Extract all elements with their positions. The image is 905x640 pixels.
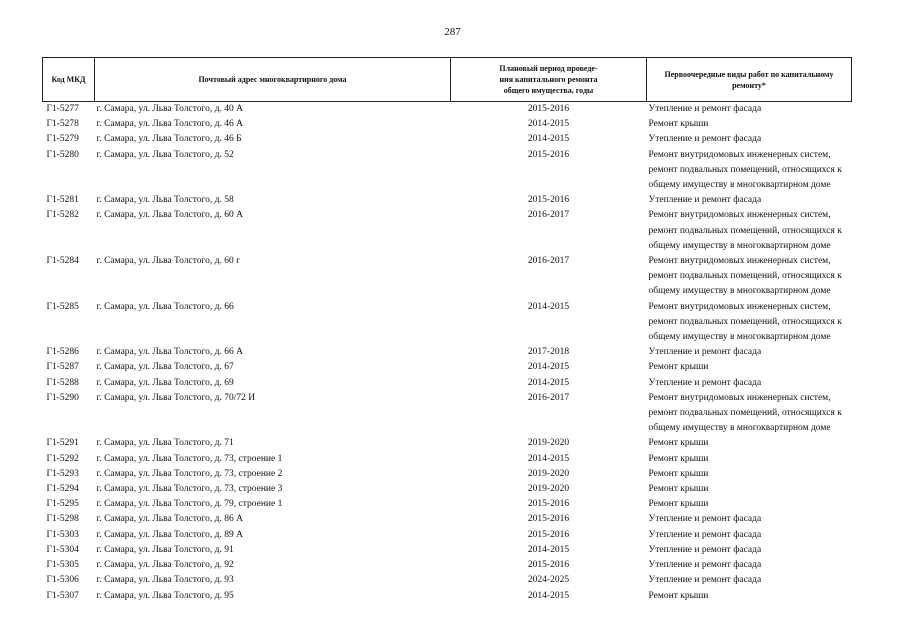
repair-period-cell: 2015-2016 — [527, 499, 570, 510]
address-cell: г. Самара, ул. Льва Толстого, д. 46 А — [96, 119, 243, 130]
repair-period-cell: 2014-2015 — [527, 590, 570, 601]
house-code-cell: Г1-5303 — [46, 529, 79, 540]
works-line: Утепление и ремонт фасада — [648, 514, 762, 525]
address-cell: г. Самара, ул. Льва Толстого, д. 73, строение 1 — [96, 453, 283, 464]
house-code-cell: Г1-5284 — [46, 256, 79, 267]
page-number: 287 — [444, 26, 461, 38]
repair-period-cell: 2015-2016 — [527, 195, 570, 206]
house-code-cell: Г1-5293 — [46, 468, 79, 479]
address-cell: г. Самара, ул. Льва Толстого, д. 73, строение 2 — [96, 468, 283, 479]
header-period-line: общего имущества, годы — [503, 86, 594, 95]
table-row — [43, 102, 852, 118]
address-cell: г. Самара, ул. Льва Толстого, д. 60 А — [96, 210, 243, 221]
table-row — [43, 193, 852, 208]
repair-period-cell: 2015-2016 — [527, 560, 570, 571]
works-cell — [647, 512, 852, 527]
house-code-cell: Г1-5291 — [46, 438, 79, 449]
address-cell: г. Самара, ул. Льва Толстого, д. 86 А — [96, 514, 243, 525]
works-line: Ремонт крыши — [648, 499, 709, 510]
house-code-cell: Г1-5279 — [46, 134, 79, 145]
repair-period-cell: 2014-2015 — [527, 377, 570, 388]
house-code-cell: Г1-5286 — [46, 347, 79, 358]
works-line: общему имуществу в многоквартирном доме — [648, 286, 831, 297]
works-line: Ремонт внутридомовых инженерных систем, — [648, 301, 831, 312]
address-cell: г. Самара, ул. Льва Толстого, д. 71 — [96, 438, 234, 449]
works-line: Ремонт внутридомовых инженерных систем, — [648, 392, 831, 403]
address-cell: г. Самара, ул. Льва Толстого, д. 46 Б — [96, 134, 242, 145]
works-line: Ремонт крыши — [648, 453, 709, 464]
repair-period-cell: 2016-2017 — [527, 256, 570, 267]
table-row — [43, 467, 852, 482]
works-cell — [647, 558, 852, 573]
works-line: общему имуществу в многоквартирном доме — [648, 240, 831, 251]
works-cell — [647, 391, 852, 437]
address-cell: г. Самара, ул. Льва Толстого, д. 60 г — [96, 256, 241, 267]
works-cell — [647, 573, 852, 588]
table-header — [43, 58, 852, 102]
table-row — [43, 360, 852, 375]
house-code-cell: Г1-5306 — [46, 575, 79, 586]
works-cell — [647, 345, 852, 360]
table-row — [43, 254, 852, 300]
repair-period-cell: 2014-2015 — [527, 453, 570, 464]
table-row — [43, 573, 852, 588]
works-line: Ремонт крыши — [648, 362, 709, 373]
works-cell — [647, 254, 852, 300]
house-code-cell: Г1-5285 — [46, 301, 79, 312]
house-code-cell: Г1-5288 — [46, 377, 79, 388]
works-cell — [647, 452, 852, 467]
house-code-cell: Г1-5290 — [46, 392, 79, 403]
works-cell — [647, 132, 852, 147]
header-works-line: Первоочередные виды работ по капитальному — [664, 69, 834, 79]
table-row — [43, 345, 852, 360]
address-cell: г. Самара, ул. Льва Толстого, д. 95 — [96, 590, 234, 601]
works-cell — [647, 102, 852, 118]
works-line: Ремонт внутридомовых инженерных систем, — [648, 149, 831, 160]
house-code-cell: Г1-5281 — [46, 195, 79, 206]
table-row — [43, 482, 852, 497]
works-line: Утепление и ремонт фасада — [648, 377, 762, 388]
works-line: Утепление и ремонт фасада — [648, 544, 762, 555]
address-cell: г. Самара, ул. Льва Толстого, д. 92 — [96, 560, 234, 571]
works-line: ремонт подвальных помещений, относящихся к — [648, 316, 842, 327]
repair-period-cell: 2016-2017 — [527, 392, 570, 403]
works-line: Ремонт крыши — [648, 438, 709, 449]
table-body — [43, 102, 852, 604]
table-row — [43, 300, 852, 346]
works-cell — [647, 148, 852, 194]
repair-period-cell: 2015-2016 — [527, 149, 570, 160]
works-cell — [647, 482, 852, 497]
works-line: Утепление и ремонт фасада — [648, 560, 762, 571]
works-cell — [647, 528, 852, 543]
repair-period-cell: 2015-2016 — [527, 104, 570, 114]
works-cell — [647, 543, 852, 558]
table-row — [43, 436, 852, 451]
table-row — [43, 452, 852, 467]
house-code-cell: Г1-5298 — [46, 514, 79, 525]
table-row — [43, 558, 852, 573]
works-line: Ремонт крыши — [648, 484, 709, 495]
works-line: Утепление и ремонт фасада — [648, 134, 762, 145]
repair-period-cell: 2016-2017 — [527, 210, 570, 221]
repair-period-cell: 2014-2015 — [527, 301, 570, 312]
table-row — [43, 148, 852, 194]
table-row — [43, 132, 852, 147]
repair-period-cell: 2015-2016 — [527, 529, 570, 540]
header-period — [451, 58, 647, 102]
works-line: Ремонт внутридомовых инженерных систем, — [648, 210, 831, 221]
address-cell: г. Самара, ул. Льва Толстого, д. 93 — [96, 575, 234, 586]
table-row — [43, 117, 852, 132]
works-cell — [647, 497, 852, 512]
house-code-cell: Г1-5292 — [46, 453, 79, 464]
works-line: общему имуществу в многоквартирном доме — [648, 423, 831, 434]
table-row — [43, 543, 852, 558]
table-row — [43, 391, 852, 437]
works-line: Утепление и ремонт фасада — [648, 195, 762, 206]
works-cell — [647, 467, 852, 482]
table-row — [43, 497, 852, 512]
works-cell — [647, 589, 852, 604]
address-cell: г. Самара, ул. Льва Толстого, д. 69 — [96, 377, 234, 388]
works-line: Ремонт крыши — [648, 119, 709, 130]
house-code-cell: Г1-5277 — [46, 104, 79, 114]
address-cell: г. Самара, ул. Льва Толстого, д. 40 А — [96, 104, 243, 114]
header-works-line: ремонту* — [732, 80, 766, 90]
works-line: Ремонт крыши — [648, 590, 709, 601]
house-code-cell: Г1-5278 — [46, 119, 79, 130]
table-row — [43, 512, 852, 527]
works-cell — [647, 300, 852, 346]
repair-period-cell: 2014-2015 — [527, 362, 570, 373]
address-cell: г. Самара, ул. Льва Толстого, д. 73, строение 3 — [96, 484, 283, 495]
header-period-line: Плановый период проведе- — [499, 64, 598, 73]
house-code-cell: Г1-5305 — [46, 560, 79, 571]
header-period-line: ния капитального ремонта — [499, 75, 598, 84]
address-cell: г. Самара, ул. Льва Толстого, д. 89 А — [96, 529, 243, 540]
works-line: Ремонт внутридомовых инженерных систем, — [648, 256, 831, 267]
works-line: Утепление и ремонт фасада — [648, 529, 762, 540]
works-line: ремонт подвальных помещений, относящихся к — [648, 408, 842, 419]
works-line: общему имуществу в многоквартирном доме — [648, 332, 831, 343]
repair-period-cell: 2014-2015 — [527, 544, 570, 555]
house-code-cell: Г1-5294 — [46, 484, 79, 495]
address-cell: г. Самара, ул. Льва Толстого, д. 66 А — [96, 347, 243, 358]
works-cell — [647, 360, 852, 375]
address-cell: г. Самара, ул. Льва Толстого, д. 58 — [96, 195, 234, 206]
address-cell: г. Самара, ул. Льва Толстого, д. 66 — [96, 301, 234, 312]
house-code-cell: Г1-5282 — [46, 210, 79, 221]
table-row — [43, 376, 852, 391]
house-code-cell: Г1-5307 — [46, 590, 79, 601]
works-cell — [647, 208, 852, 254]
house-code-cell: Г1-5304 — [46, 544, 79, 555]
table-row — [43, 528, 852, 543]
address-cell: г. Самара, ул. Льва Толстого, д. 79, строение 1 — [96, 499, 283, 510]
repair-period-cell: 2019-2020 — [527, 438, 570, 449]
header-code: Код МКД — [43, 58, 95, 102]
works-line: ремонт подвальных помещений, относящихся к — [648, 225, 842, 236]
house-code-cell: Г1-5280 — [46, 149, 79, 160]
works-cell — [647, 193, 852, 208]
works-line: Утепление и ремонт фасада — [648, 575, 762, 586]
works-line: общему имуществу в многоквартирном доме — [648, 180, 831, 191]
repair-period-cell: 2024-2025 — [527, 575, 570, 586]
address-cell: г. Самара, ул. Льва Толстого, д. 91 — [96, 544, 234, 555]
works-cell — [647, 376, 852, 391]
table-row — [43, 589, 852, 604]
repair-period-cell: 2017-2018 — [527, 347, 570, 358]
housing-registry-table — [42, 57, 852, 604]
address-cell: г. Самара, ул. Льва Толстого, д. 67 — [96, 362, 234, 373]
header-address: Почтовый адрес многоквартирного дома — [95, 58, 451, 102]
works-line: Утепление и ремонт фасада — [648, 347, 762, 358]
header-works — [647, 58, 852, 102]
works-line: ремонт подвальных помещений, относящихся к — [648, 271, 842, 282]
house-code-cell: Г1-5287 — [46, 362, 79, 373]
address-cell: г. Самара, ул. Льва Толстого, д. 52 — [96, 149, 234, 160]
house-code-cell: Г1-5295 — [46, 499, 79, 510]
works-line: ремонт подвальных помещений, относящихся к — [648, 164, 842, 175]
repair-period-cell: 2015-2016 — [527, 514, 570, 525]
repair-period-cell: 2019-2020 — [527, 468, 570, 479]
works-line: Ремонт крыши — [648, 468, 709, 479]
works-line: Утепление и ремонт фасада — [648, 104, 762, 114]
repair-period-cell: 2014-2015 — [527, 134, 570, 145]
repair-period-cell: 2014-2015 — [527, 119, 570, 130]
repair-period-cell: 2019-2020 — [527, 484, 570, 495]
works-cell — [647, 117, 852, 132]
table-row — [43, 208, 852, 254]
header-row — [43, 58, 852, 102]
address-cell: г. Самара, ул. Льва Толстого, д. 70/72 И — [96, 392, 256, 403]
works-cell — [647, 436, 852, 451]
